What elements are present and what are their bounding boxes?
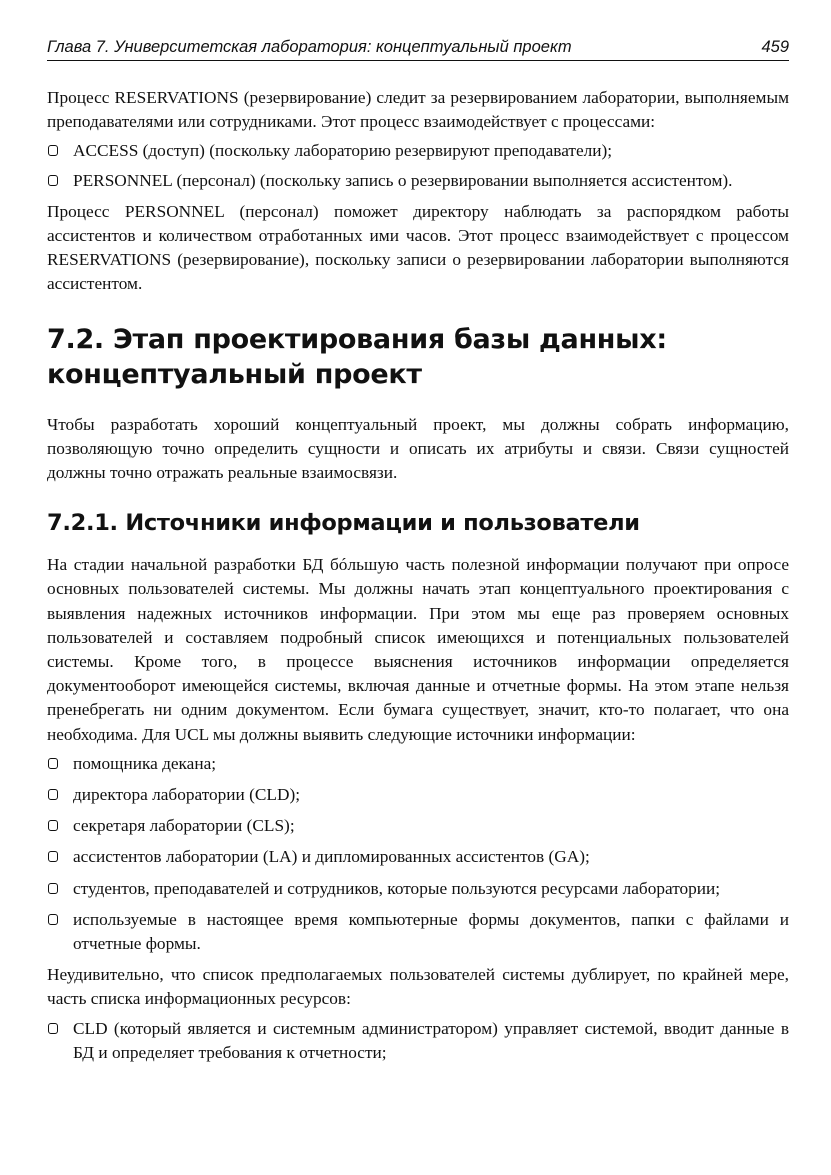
list-item (47, 814, 789, 838)
intro-paragraph-2: Процесс PERSONNEL (персонал) поможет директору наблюдать за распорядком работы ассистентов и количеством отработанных ими часов. Этот процесс взаимодействует с процессом RESERVATIONS (резервирование), поскольку записи о резервировании лаборатории выполняются ассистентом. (47, 201, 789, 294)
page-number: 459 (761, 38, 789, 56)
checkbox-bullet-icon (48, 145, 58, 156)
checkbox-bullet-icon (48, 851, 58, 862)
subsection-heading: 7.2.1. Источники информации и пользователи (47, 510, 640, 537)
checkbox-bullet-icon (48, 789, 58, 800)
book-page (47, 38, 789, 1065)
list-item-text: помощника декана; (73, 753, 217, 773)
chapter-title: Глава 7. Университетская лаборатория: концептуальный проект (47, 38, 572, 56)
list-item (47, 783, 789, 807)
list-item (47, 877, 789, 901)
checkbox-bullet-icon (48, 914, 58, 925)
checkbox-bullet-icon (48, 758, 58, 769)
section-heading-line-1: 7.2. Этап проектирования базы данных: (47, 323, 667, 355)
list-item-text: CLD (который является и системным администратором) управляет системой, вводит данные в БД и определяет требования к отчетности; (73, 1018, 789, 1062)
list-item (47, 752, 789, 776)
list-item-text: ACCESS (доступ) (поскольку лабораторию резервируют преподаватели); (73, 141, 613, 161)
list-item-text: ассистентов лаборатории (LA) и дипломированных ассистентов (GA); (73, 847, 590, 867)
list-item-text: PERSONNEL (персонал) (поскольку запись о резервировании выполняется ассистентом). (73, 170, 733, 190)
running-head (47, 38, 789, 61)
section-heading-line-2: концептуальный проект (47, 358, 422, 390)
section-heading (47, 322, 789, 392)
subsection-paragraph-2: Неудивительно, что список предполагаемых пользователей системы дублирует, по крайней мере, часть списка информационных ресурсов: (47, 965, 789, 1009)
list-item-text: используемые в настоящее время компьютерные формы документов, папки с файлами и отчетные формы. (73, 909, 789, 954)
intro-paragraph-1: Процесс RESERVATIONS (резервирование) следит за резервированием лаборатории, выполняемым преподавателями или сотрудниками. Этот процесс взаимодействует с процессами: (47, 88, 789, 132)
checkbox-bullet-icon (48, 883, 58, 894)
section-paragraph-1: Чтобы разработать хороший концептуальный проект, мы должны собрать информацию, позволяющую точно определить сущности и описать их атрибуты и связи. Связи сущностей должны точно отражать реальные взаимосвязи. (47, 414, 789, 483)
list-item-text: секретаря лаборатории (CLS); (73, 816, 295, 836)
subsection-paragraph-1: На стадии начальной разработки БД бóльшую часть полезной информации получают при опросе основных пользователей системы. Мы должны начать этап концептуального проектирования с выявления надежных источников информации. При этом мы еще раз проверяем основных пользователей и составляем подробный список имеющихся и потенциальных пользователей системы. Кроме того, в процессе выяснения источников информации определяется документооборот имеющейся системы, включая данные и отчетные формы. На этом этапе нельзя пренебрегать ни одним документом. Если бумага существует, значит, кто-то полагает, что она необходима. Для UCL мы должны выявить следующие источники информации: (47, 555, 789, 744)
checkbox-bullet-icon (48, 1023, 58, 1034)
list-item (47, 169, 789, 193)
checkbox-bullet-icon (48, 820, 58, 831)
list-item (47, 908, 789, 956)
list-item (47, 1017, 789, 1065)
checkbox-bullet-icon (48, 175, 58, 186)
list-item (47, 845, 789, 869)
list-item-text: студентов, преподавателей и сотрудников, которые пользуются ресурсами лаборатории; (73, 878, 721, 898)
list-item-text: директора лаборатории (CLD); (73, 785, 301, 805)
list-item (47, 139, 789, 163)
